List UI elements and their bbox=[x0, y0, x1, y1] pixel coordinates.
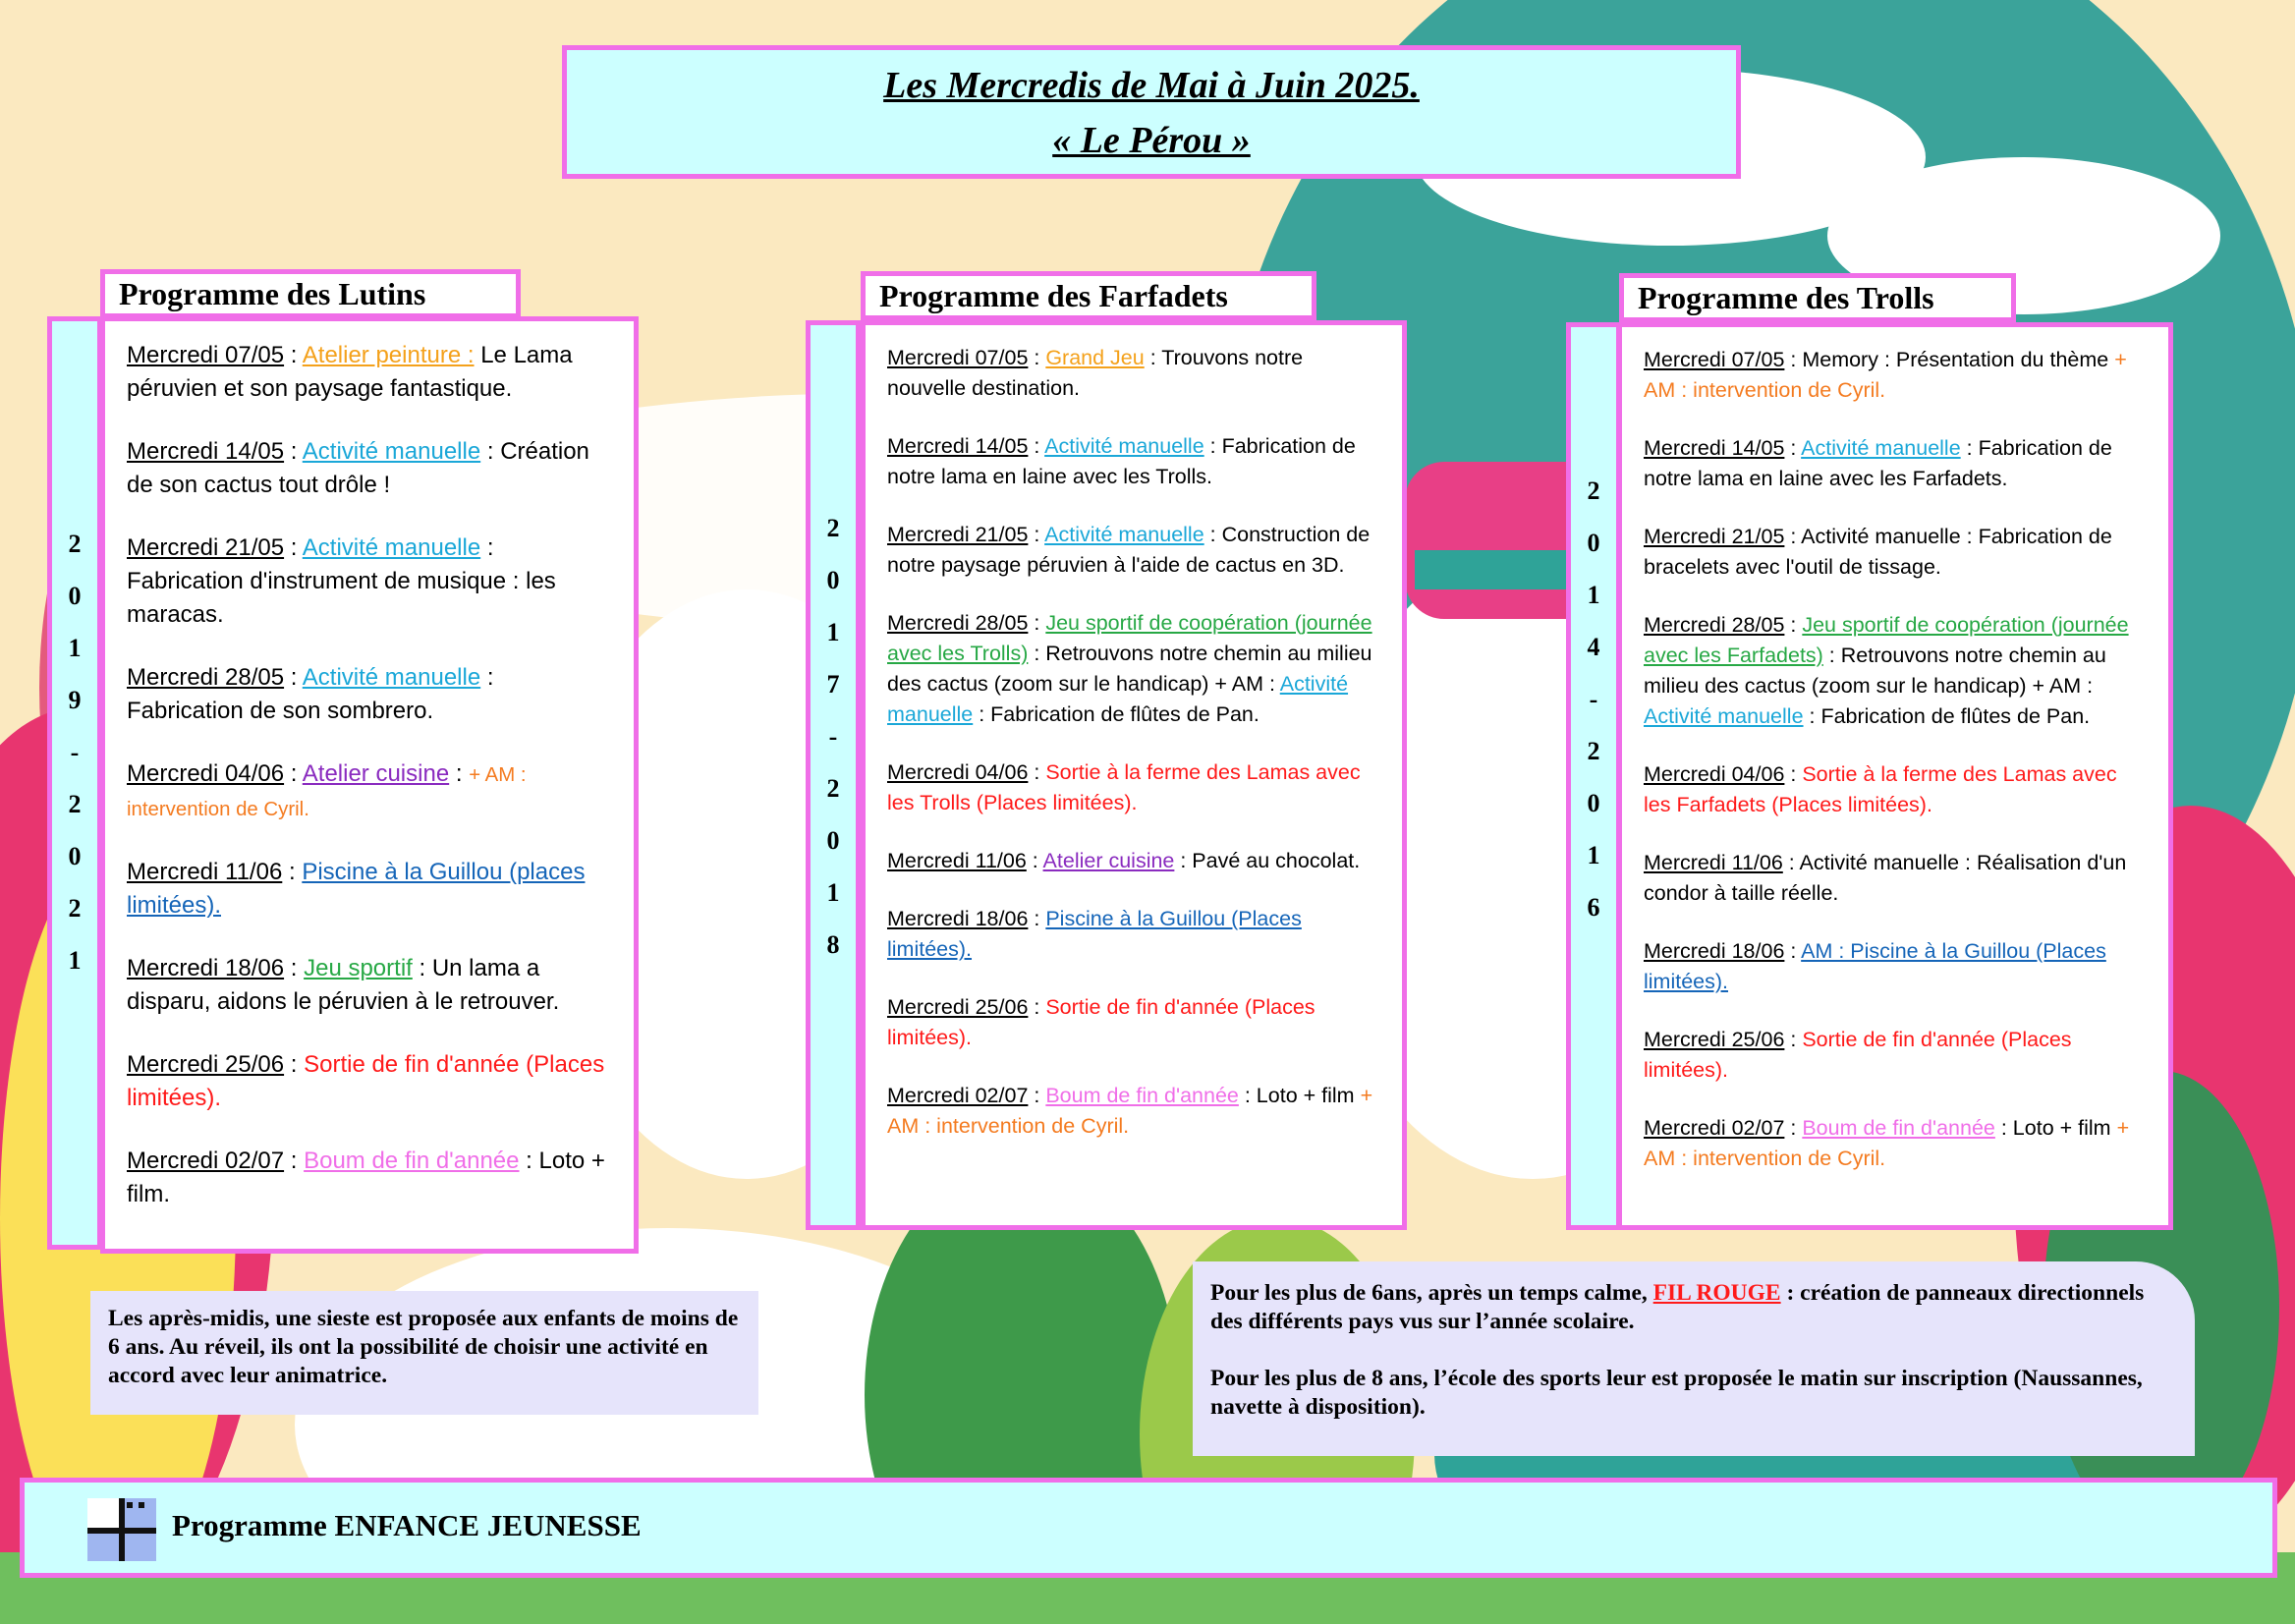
entry-text: : Memory : Présentation du thème bbox=[1784, 348, 2115, 371]
note-fil-rouge-before: Pour les plus de 6ans, après un temps calme, bbox=[1210, 1280, 1653, 1306]
entry-text: : Pavé au chocolat. bbox=[1174, 849, 1361, 872]
age-range-char: 2 bbox=[826, 514, 840, 542]
entry-activity: + AM : intervention de Cyril. bbox=[127, 764, 527, 820]
program-entry bbox=[887, 343, 1380, 404]
age-range-char: 0 bbox=[68, 842, 82, 870]
entry-text: : Fabrication de notre lama en laine avec les Farfadets. bbox=[1644, 436, 2112, 490]
program-entry bbox=[1644, 345, 2147, 406]
entry-date: Mercredi 18/06 bbox=[887, 907, 1029, 930]
page-title-box bbox=[562, 45, 1741, 179]
program-entry bbox=[1644, 610, 2147, 732]
age-range-bar-trolls bbox=[1566, 322, 1621, 1230]
entry-text: : bbox=[1784, 762, 1803, 786]
fil-rouge-label: FIL ROUGE bbox=[1652, 1280, 1781, 1306]
entry-date: Mercredi 14/05 bbox=[1644, 436, 1785, 460]
age-range-char: 9 bbox=[68, 686, 82, 714]
entry-text: : bbox=[1028, 1084, 1046, 1107]
program-entry bbox=[1644, 1113, 2147, 1174]
entry-date: Mercredi 28/05 bbox=[1644, 613, 1785, 637]
note-fil-rouge-after: : création de panneaux directionnels des différents pays vus sur l’année scolaire. bbox=[1210, 1280, 2145, 1334]
program-title: Programme des Lutins bbox=[119, 276, 426, 311]
age-range-char: 1 bbox=[826, 618, 840, 646]
entry-date: Mercredi 07/05 bbox=[1644, 348, 1785, 371]
entry-text: : Activité manuelle : Fabrication de bracelets avec l'outil de tissage. bbox=[1644, 525, 2112, 579]
tab-farfadets bbox=[861, 271, 1316, 320]
entry-activity: Atelier cuisine bbox=[1042, 849, 1175, 872]
entry-activity: Sortie à la ferme des Lamas avec les Trolls (Places limitées). bbox=[887, 760, 1361, 814]
program-entry bbox=[887, 1081, 1380, 1142]
entry-activity: + AM : intervention de Cyril. bbox=[887, 1084, 1373, 1138]
entry-date: Mercredi 07/05 bbox=[887, 346, 1029, 369]
entry-text: : bbox=[1784, 436, 1802, 460]
entry-text: : bbox=[284, 1148, 305, 1174]
entry-activity: Activité manuelle bbox=[302, 534, 481, 561]
program-entry bbox=[127, 532, 612, 632]
entry-activity: + AM : intervention de Cyril. bbox=[1644, 348, 2127, 402]
program-entry bbox=[1644, 433, 2147, 494]
program-entry bbox=[887, 992, 1380, 1053]
entry-text: : bbox=[1028, 760, 1046, 784]
age-range-char: - bbox=[1589, 685, 1598, 713]
entry-date: Mercredi 04/06 bbox=[127, 760, 285, 787]
entry-date: Mercredi 21/05 bbox=[127, 534, 285, 561]
entry-text: : bbox=[1028, 434, 1045, 458]
entry-activity: Sortie de fin d'année (Places limitées). bbox=[1644, 1028, 2072, 1082]
entry-text: : bbox=[1028, 907, 1046, 930]
entry-date: Mercredi 02/07 bbox=[127, 1148, 285, 1174]
note-fil-rouge-paragraph bbox=[1210, 1279, 2177, 1336]
entry-date: Mercredi 18/06 bbox=[127, 955, 285, 981]
entry-text: : bbox=[284, 342, 303, 368]
entry-date: Mercredi 25/06 bbox=[887, 995, 1029, 1019]
entry-date: Mercredi 04/06 bbox=[1644, 762, 1785, 786]
entry-activity: Atelier peinture : bbox=[302, 342, 475, 368]
entry-date: Mercredi 14/05 bbox=[887, 434, 1029, 458]
entry-activity: Activité manuelle bbox=[887, 672, 1349, 726]
entry-text: : Loto + film. bbox=[127, 1148, 605, 1207]
program-entry bbox=[127, 757, 612, 826]
age-range-char: 2 bbox=[68, 530, 82, 558]
age-range-bar-farfadets bbox=[806, 320, 861, 1230]
note-sports: Pour les plus de 8 ans, l’école des sports leur est proposée le matin sur inscription (Naussannes, navette à disposition). bbox=[1210, 1366, 2143, 1420]
grid-cross-logo-icon bbox=[87, 1498, 156, 1561]
program-entry bbox=[127, 856, 612, 923]
program-entry bbox=[127, 339, 612, 406]
tab-trolls bbox=[1619, 273, 2016, 322]
age-range-char: 2 bbox=[826, 774, 840, 803]
entry-text: : bbox=[1028, 611, 1046, 635]
entry-activity: AM : Piscine à la Guillou (Places limitées). bbox=[1644, 939, 2106, 993]
age-range-years bbox=[52, 518, 97, 986]
entry-text: : bbox=[1028, 995, 1046, 1019]
program-panel-lutins bbox=[100, 316, 639, 1254]
entry-text: : Loto + film bbox=[1238, 1084, 1361, 1107]
age-range-char: 0 bbox=[1587, 529, 1600, 557]
program-entry bbox=[1644, 759, 2147, 820]
program-entry bbox=[127, 661, 612, 728]
entry-text: : bbox=[284, 664, 303, 691]
program-title: Programme des Farfadets bbox=[879, 278, 1228, 313]
age-range-char: 2 bbox=[1587, 737, 1600, 765]
entry-activity: Sortie à la ferme des Lamas avec les Farfadets (Places limitées). bbox=[1644, 762, 2117, 816]
entry-text: : Retrouvons notre chemin au milieu des cactus (zoom sur le handicap) + AM : bbox=[1644, 644, 2106, 698]
entry-date: Mercredi 14/05 bbox=[127, 438, 285, 465]
program-entry bbox=[1644, 1025, 2147, 1086]
entry-text: : Trouvons notre nouvelle destination. bbox=[887, 346, 1304, 400]
program-entry bbox=[1644, 522, 2147, 583]
age-range-char: 0 bbox=[1587, 789, 1600, 817]
entry-activity: Activité manuelle bbox=[1044, 523, 1204, 546]
entry-activity: Activité manuelle bbox=[302, 664, 481, 691]
entry-text: : bbox=[1028, 523, 1045, 546]
entry-activity: Jeu sportif bbox=[304, 955, 413, 981]
entry-date: Mercredi 21/05 bbox=[1644, 525, 1785, 548]
age-range-char: 7 bbox=[826, 670, 840, 699]
entry-activity: Piscine à la Guillou (Places limitées). bbox=[887, 907, 1302, 961]
entry-text: : bbox=[1028, 346, 1046, 369]
entry-activity: + AM : intervention de Cyril. bbox=[1644, 1116, 2130, 1170]
entry-activity: Atelier cuisine bbox=[302, 760, 450, 787]
entry-text: : Fabrication de notre lama en laine avec les Trolls. bbox=[887, 434, 1356, 488]
entry-text: : Création de son cactus tout drôle ! bbox=[127, 438, 589, 498]
entry-activity: Activité manuelle bbox=[302, 438, 481, 465]
entry-activity: Activité manuelle bbox=[1644, 704, 1804, 728]
entry-text: : Fabrication de flûtes de Pan. bbox=[973, 702, 1259, 726]
program-title: Programme des Trolls bbox=[1638, 280, 1934, 315]
entry-text: Le Lama péruvien et son paysage fantastique. bbox=[127, 342, 573, 402]
entry-text: : Loto + film bbox=[1994, 1116, 2117, 1140]
program-entry bbox=[887, 431, 1380, 492]
program-entry bbox=[887, 846, 1380, 876]
age-range-char: 1 bbox=[68, 946, 82, 975]
entry-text: : bbox=[284, 1051, 305, 1078]
age-range-char: 0 bbox=[68, 582, 82, 610]
age-range-char: 1 bbox=[1587, 841, 1600, 869]
age-range-bar-lutins bbox=[47, 316, 102, 1250]
program-entry bbox=[887, 757, 1380, 818]
entry-text: : bbox=[284, 534, 303, 561]
entry-date: Mercredi 11/06 bbox=[127, 859, 283, 885]
program-panel-farfadets bbox=[861, 320, 1407, 1230]
entry-activity: Grand Jeu bbox=[1045, 346, 1145, 369]
age-range-char: 0 bbox=[826, 826, 840, 855]
entry-date: Mercredi 21/05 bbox=[887, 523, 1029, 546]
entry-text: : Activité manuelle : Réalisation d'un condor à taille réelle. bbox=[1644, 851, 2127, 905]
entry-date: Mercredi 11/06 bbox=[887, 849, 1027, 872]
entry-text: : Fabrication de flûtes de Pan. bbox=[1803, 704, 2091, 728]
age-range-char: 2 bbox=[68, 894, 82, 923]
age-range-char: 2 bbox=[1587, 476, 1600, 505]
entry-date: Mercredi 11/06 bbox=[1644, 851, 1783, 874]
entry-activity: Jeu sportif de coopération (journée avec les Trolls) bbox=[887, 611, 1372, 665]
program-entry bbox=[887, 608, 1380, 730]
age-range-char: 0 bbox=[826, 566, 840, 594]
age-range-years bbox=[1571, 465, 1616, 933]
entry-activity: Boum de fin d'année bbox=[304, 1148, 520, 1174]
age-range-char: - bbox=[828, 722, 838, 751]
age-range-char: - bbox=[70, 738, 80, 766]
age-range-char: 6 bbox=[1587, 893, 1600, 922]
entry-activity: Sortie de fin d'année (Places limitées). bbox=[887, 995, 1315, 1049]
entry-date: Mercredi 02/07 bbox=[1644, 1116, 1785, 1140]
entry-activity: Activité manuelle bbox=[1801, 436, 1961, 460]
age-range-char: 1 bbox=[1587, 581, 1600, 609]
entry-activity: Piscine à la Guillou (places limitées). bbox=[127, 859, 586, 919]
entry-activity: Activité manuelle bbox=[1044, 434, 1204, 458]
entry-text: : bbox=[284, 438, 303, 465]
entry-text: : bbox=[449, 760, 470, 787]
program-entry bbox=[127, 1145, 612, 1211]
entry-text: : bbox=[282, 859, 303, 885]
program-entry bbox=[127, 1048, 612, 1115]
entry-text: : bbox=[1784, 1028, 1803, 1051]
entry-text: : Retrouvons notre chemin au milieu des cactus (zoom sur le handicap) + AM : bbox=[887, 642, 1372, 696]
entry-date: Mercredi 18/06 bbox=[1644, 939, 1785, 963]
entry-date: Mercredi 04/06 bbox=[887, 760, 1029, 784]
entry-activity: Jeu sportif de coopération (journée avec les Farfadets) bbox=[1644, 613, 2129, 667]
entry-text: : bbox=[1026, 849, 1043, 872]
age-range-char: 4 bbox=[1587, 633, 1600, 661]
entry-activity: Sortie de fin d'année (Places limitées). bbox=[127, 1051, 605, 1111]
note-sieste-text: Les après-midis, une sieste est proposée aux enfants de moins de 6 ans. Au réveil, ils ont la possibilité de choisir une activité en accord avec leur animatrice. bbox=[108, 1306, 739, 1388]
age-range-years bbox=[811, 502, 856, 971]
entry-date: Mercredi 25/06 bbox=[1644, 1028, 1785, 1051]
entry-text: : bbox=[284, 955, 305, 981]
age-range-char: 8 bbox=[826, 930, 840, 959]
age-range-char: 1 bbox=[826, 878, 840, 907]
entry-date: Mercredi 28/05 bbox=[127, 664, 285, 691]
program-entry bbox=[887, 904, 1380, 965]
note-fil-rouge bbox=[1193, 1261, 2195, 1456]
entry-date: Mercredi 28/05 bbox=[887, 611, 1029, 635]
tab-lutins bbox=[100, 269, 521, 318]
entry-date: Mercredi 07/05 bbox=[127, 342, 285, 368]
entry-text: : Fabrication de son sombrero. bbox=[127, 664, 494, 724]
entry-text: : bbox=[1784, 939, 1802, 963]
page-title: Les Mercredis de Mai à Juin 2025. bbox=[883, 65, 1420, 106]
program-entry bbox=[127, 435, 612, 502]
entry-activity: Boum de fin d'année bbox=[1802, 1116, 1995, 1140]
entry-text: : Fabrication d'instrument de musique : les maracas. bbox=[127, 534, 556, 628]
program-entry bbox=[1644, 848, 2147, 909]
entry-text: : Construction de notre paysage péruvien à l'aide de cactus en 3D. bbox=[887, 523, 1371, 577]
footer-bar bbox=[20, 1478, 2277, 1578]
age-range-char: 1 bbox=[68, 634, 82, 662]
footer-label: Programme ENFANCE JEUNESSE bbox=[172, 1508, 642, 1542]
entry-date: Mercredi 25/06 bbox=[127, 1051, 285, 1078]
entry-text: : Un lama a disparu, aidons le péruvien à le retrouver. bbox=[127, 955, 560, 1015]
note-sieste bbox=[90, 1291, 758, 1415]
entry-text: : bbox=[1784, 613, 1803, 637]
entry-date: Mercredi 02/07 bbox=[887, 1084, 1029, 1107]
page-subtitle: « Le Pérou » bbox=[1052, 120, 1251, 161]
age-range-char: 2 bbox=[68, 790, 82, 818]
program-panel-trolls bbox=[1617, 322, 2173, 1230]
program-entry bbox=[887, 520, 1380, 581]
entry-activity: Boum de fin d'année bbox=[1045, 1084, 1239, 1107]
entry-text: : bbox=[284, 760, 303, 787]
entry-text: : bbox=[1784, 1116, 1803, 1140]
program-entry bbox=[1644, 936, 2147, 997]
program-entry bbox=[127, 952, 612, 1019]
